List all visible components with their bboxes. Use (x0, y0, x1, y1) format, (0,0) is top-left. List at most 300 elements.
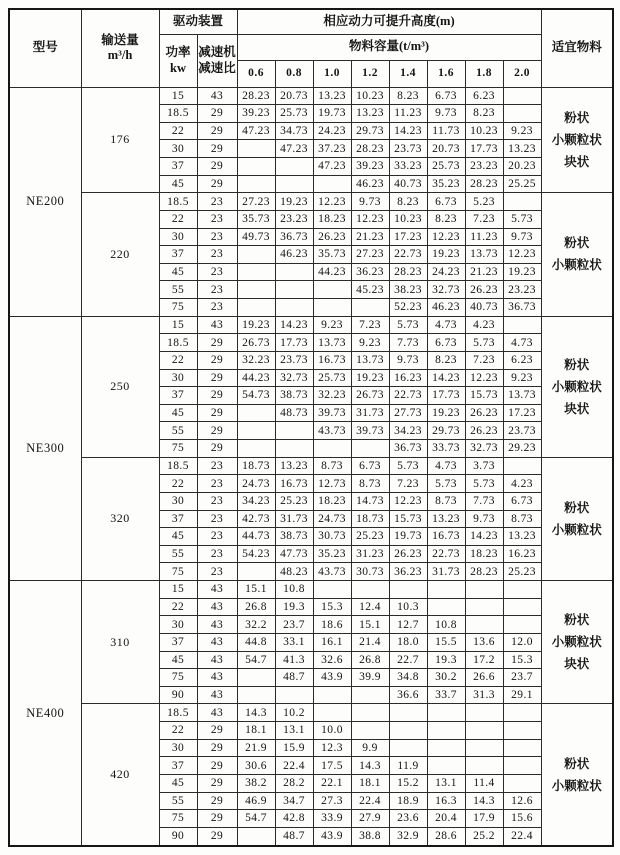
power-cell: 45 (159, 651, 197, 669)
height-cell: 35.23 (427, 175, 465, 193)
height-cell: 15.3 (503, 651, 541, 669)
ratio-cell: 29 (197, 810, 237, 828)
height-cell: 16.3 (427, 792, 465, 810)
ratio-cell: 29 (197, 440, 237, 458)
height-cell: 23.23 (503, 281, 541, 299)
header-power-line1: 功率 (165, 44, 191, 59)
height-cell: 17.5 (313, 757, 351, 775)
height-cell: 4.23 (503, 475, 541, 493)
header-density-2: 1.0 (313, 60, 351, 87)
height-cell (237, 563, 275, 581)
height-cell: 22.1 (313, 774, 351, 792)
height-cell (351, 581, 389, 599)
power-cell: 18.5 (159, 193, 197, 211)
height-cell: 37.23 (313, 140, 351, 158)
height-cell: 33.73 (427, 440, 465, 458)
height-cell: 12.0 (503, 633, 541, 651)
table-row (9, 457, 613, 475)
height-cell: 9.23 (351, 334, 389, 352)
height-cell (503, 774, 541, 792)
height-cell: 18.6 (313, 616, 351, 634)
height-cell: 52.23 (389, 299, 427, 317)
height-cell: 36.23 (389, 563, 427, 581)
height-cell: 7.73 (389, 334, 427, 352)
height-cell: 13.73 (503, 387, 541, 405)
height-cell (427, 704, 465, 722)
height-cell: 44.23 (237, 369, 275, 387)
height-cell (237, 669, 275, 687)
height-cell: 36.73 (275, 228, 313, 246)
header-drive: 驱动装置 (159, 9, 237, 34)
header-capacity-line1: 输送量 (101, 32, 139, 47)
height-cell: 25.73 (275, 105, 313, 123)
ratio-cell: 23 (197, 475, 237, 493)
height-cell: 14.73 (351, 492, 389, 510)
table-row (9, 581, 613, 599)
height-cell: 35.73 (237, 210, 275, 228)
height-cell: 32.73 (275, 369, 313, 387)
height-cell: 23.6 (389, 810, 427, 828)
height-cell: 6.73 (427, 87, 465, 105)
height-cell: 21.23 (351, 228, 389, 246)
height-cell (503, 757, 541, 775)
height-cell: 33.23 (389, 158, 427, 176)
height-cell: 34.23 (389, 422, 427, 440)
materials-line: 小颗粒状 (551, 258, 602, 273)
power-cell: 22 (159, 122, 197, 140)
materials-line: 块状 (564, 401, 590, 416)
height-cell: 5.73 (389, 316, 427, 334)
power-cell: 15 (159, 316, 197, 334)
ratio-cell: 43 (197, 669, 237, 687)
height-cell: 19.23 (275, 193, 313, 211)
height-cell: 8.73 (351, 475, 389, 493)
height-cell (503, 457, 541, 475)
header-ratio-line2: 减速比 (198, 60, 236, 75)
capacity-cell: 176 (81, 87, 159, 193)
height-cell: 4.73 (503, 334, 541, 352)
power-cell: 45 (159, 528, 197, 546)
ratio-cell: 23 (197, 210, 237, 228)
header-density-1: 0.8 (275, 60, 313, 87)
height-cell: 34.23 (237, 492, 275, 510)
height-cell: 17.23 (503, 404, 541, 422)
height-cell: 7.23 (351, 316, 389, 334)
height-cell: 41.3 (275, 651, 313, 669)
height-cell: 15.3 (313, 598, 351, 616)
height-cell: 26.8 (237, 598, 275, 616)
height-cell: 19.23 (427, 404, 465, 422)
height-cell (237, 422, 275, 440)
height-cell: 34.8 (389, 669, 427, 687)
table-row (9, 87, 613, 105)
power-cell: 45 (159, 175, 197, 193)
height-cell (427, 757, 465, 775)
height-cell: 27.9 (351, 810, 389, 828)
height-cell: 26.73 (237, 334, 275, 352)
power-cell: 75 (159, 440, 197, 458)
height-cell: 48.7 (275, 669, 313, 687)
power-cell: 45 (159, 774, 197, 792)
height-cell: 7.23 (465, 351, 503, 369)
height-cell: 3.73 (465, 457, 503, 475)
height-cell: 47.23 (237, 122, 275, 140)
height-cell (275, 175, 313, 193)
power-cell: 15 (159, 581, 197, 599)
height-cell: 48.23 (275, 563, 313, 581)
capacity-cell: 220 (81, 193, 159, 316)
height-cell: 6.73 (427, 193, 465, 211)
height-cell: 27.73 (389, 404, 427, 422)
height-cell: 8.73 (313, 457, 351, 475)
height-cell: 39.73 (351, 422, 389, 440)
height-cell (237, 440, 275, 458)
height-cell: 13.23 (313, 87, 351, 105)
height-cell: 36.73 (503, 299, 541, 317)
height-cell (237, 404, 275, 422)
height-cell: 40.73 (465, 299, 503, 317)
ratio-cell: 29 (197, 122, 237, 140)
height-cell (427, 739, 465, 757)
height-cell: 19.3 (275, 598, 313, 616)
height-cell: 10.23 (351, 87, 389, 105)
height-cell (275, 686, 313, 704)
height-cell (465, 616, 503, 634)
power-cell: 18.5 (159, 457, 197, 475)
height-cell (503, 739, 541, 757)
height-cell: 31.23 (351, 545, 389, 563)
height-cell: 12.23 (389, 492, 427, 510)
height-cell: 28.23 (465, 175, 503, 193)
height-cell: 13.23 (503, 528, 541, 546)
height-cell (465, 757, 503, 775)
height-cell: 26.23 (389, 545, 427, 563)
ratio-cell: 29 (197, 757, 237, 775)
height-cell: 28.2 (275, 774, 313, 792)
height-cell: 6.73 (503, 492, 541, 510)
power-cell: 18.5 (159, 334, 197, 352)
height-cell: 38.73 (275, 387, 313, 405)
height-cell: 4.73 (427, 316, 465, 334)
height-cell: 11.23 (465, 228, 503, 246)
materials-line: 小颗粒状 (551, 635, 602, 650)
height-cell: 26.23 (465, 422, 503, 440)
height-cell: 20.4 (427, 810, 465, 828)
height-cell: 27.23 (351, 246, 389, 264)
header-density-3: 1.2 (351, 60, 389, 87)
materials-cell (541, 581, 613, 704)
table-row (9, 704, 613, 722)
height-cell: 15.1 (237, 581, 275, 599)
height-cell: 42.73 (237, 510, 275, 528)
ratio-cell: 23 (197, 246, 237, 264)
spec-table (8, 8, 614, 847)
height-cell: 18.9 (389, 792, 427, 810)
power-cell: 22 (159, 351, 197, 369)
height-cell: 4.23 (465, 316, 503, 334)
height-cell: 7.23 (389, 475, 427, 493)
height-cell: 39.73 (313, 404, 351, 422)
power-cell: 15 (159, 87, 197, 105)
header-capacity (81, 9, 159, 87)
ratio-cell: 43 (197, 316, 237, 334)
height-cell: 18.1 (237, 722, 275, 740)
ratio-cell: 23 (197, 563, 237, 581)
power-cell: 90 (159, 686, 197, 704)
height-cell (237, 140, 275, 158)
height-cell: 54.23 (237, 545, 275, 563)
height-cell: 42.8 (275, 810, 313, 828)
header-power-line2: kw (170, 60, 186, 75)
height-cell: 15.73 (389, 510, 427, 528)
materials-line: 块状 (564, 657, 590, 672)
height-cell: 26.8 (351, 651, 389, 669)
height-cell: 32.9 (389, 827, 427, 846)
height-cell (275, 158, 313, 176)
height-cell: 24.23 (427, 263, 465, 281)
power-cell: 37 (159, 387, 197, 405)
header-ratio-line1: 减速机 (198, 44, 236, 59)
height-cell (313, 581, 351, 599)
height-cell: 13.6 (465, 633, 503, 651)
height-cell: 8.23 (389, 193, 427, 211)
ratio-cell: 29 (197, 369, 237, 387)
power-cell: 30 (159, 492, 197, 510)
height-cell (351, 704, 389, 722)
height-cell: 22.73 (389, 246, 427, 264)
height-cell: 46.23 (427, 299, 465, 317)
power-cell: 55 (159, 281, 197, 299)
power-cell: 55 (159, 422, 197, 440)
height-cell: 14.23 (427, 369, 465, 387)
height-cell: 54.73 (237, 387, 275, 405)
height-cell (313, 299, 351, 317)
height-cell: 8.23 (389, 87, 427, 105)
height-cell (389, 704, 427, 722)
height-cell: 18.0 (389, 633, 427, 651)
ratio-cell: 29 (197, 175, 237, 193)
header-capacity-line2: m³/h (107, 48, 133, 63)
height-cell: 16.73 (427, 528, 465, 546)
height-cell: 12.3 (313, 739, 351, 757)
height-cell: 12.23 (465, 369, 503, 387)
height-cell: 43.9 (313, 827, 351, 846)
height-cell: 15.6 (503, 810, 541, 828)
height-cell: 32.6 (313, 651, 351, 669)
height-cell: 43.73 (313, 563, 351, 581)
height-cell: 25.73 (313, 369, 351, 387)
ratio-cell: 23 (197, 492, 237, 510)
height-cell: 24.23 (313, 122, 351, 140)
height-cell (389, 739, 427, 757)
power-cell: 55 (159, 545, 197, 563)
materials-line: 块状 (564, 154, 590, 169)
height-cell: 39.23 (237, 105, 275, 123)
height-cell: 39.9 (351, 669, 389, 687)
height-cell: 36.6 (389, 686, 427, 704)
height-cell (465, 581, 503, 599)
height-cell: 36.23 (351, 263, 389, 281)
materials-line: 小颗粒状 (551, 132, 602, 147)
height-cell: 12.6 (503, 792, 541, 810)
height-cell (237, 281, 275, 299)
table-header (9, 9, 613, 87)
height-cell: 9.23 (503, 122, 541, 140)
height-cell (503, 598, 541, 616)
materials-line: 粉状 (564, 110, 590, 125)
height-cell: 29.73 (351, 122, 389, 140)
height-cell: 32.73 (427, 281, 465, 299)
height-cell: 11.23 (389, 105, 427, 123)
height-cell: 7.73 (465, 492, 503, 510)
height-cell: 10.23 (465, 122, 503, 140)
ratio-cell: 29 (197, 404, 237, 422)
height-cell: 48.7 (275, 827, 313, 846)
materials-cell (541, 457, 613, 580)
height-cell: 32.73 (465, 440, 503, 458)
height-cell: 26.23 (313, 228, 351, 246)
height-cell: 12.23 (503, 246, 541, 264)
height-cell: 13.23 (503, 140, 541, 158)
height-cell (465, 704, 503, 722)
height-cell (503, 87, 541, 105)
height-cell: 7.23 (465, 210, 503, 228)
height-cell: 28.6 (427, 827, 465, 846)
height-cell (313, 281, 351, 299)
ratio-cell: 23 (197, 510, 237, 528)
height-cell: 19.3 (427, 651, 465, 669)
power-cell: 18.5 (159, 105, 197, 123)
ratio-cell: 23 (197, 263, 237, 281)
height-cell: 22.4 (275, 757, 313, 775)
height-cell (237, 827, 275, 846)
height-cell: 31.3 (465, 686, 503, 704)
height-cell: 9.73 (389, 351, 427, 369)
height-cell (313, 175, 351, 193)
height-cell: 33.1 (275, 633, 313, 651)
height-cell: 8.23 (465, 105, 503, 123)
height-cell: 49.73 (237, 228, 275, 246)
ratio-cell: 29 (197, 334, 237, 352)
height-cell: 39.23 (351, 158, 389, 176)
height-cell: 14.23 (389, 122, 427, 140)
model-cell: NE200 (9, 87, 81, 316)
height-cell (351, 440, 389, 458)
height-cell: 47.73 (275, 545, 313, 563)
ratio-cell: 23 (197, 528, 237, 546)
height-cell: 5.73 (465, 475, 503, 493)
height-cell (275, 440, 313, 458)
height-cell: 16.1 (313, 633, 351, 651)
height-cell (275, 281, 313, 299)
height-cell: 14.23 (275, 316, 313, 334)
materials-line: 小颗粒状 (551, 778, 602, 793)
ratio-cell: 43 (197, 581, 237, 599)
height-cell (503, 581, 541, 599)
height-cell: 38.2 (237, 774, 275, 792)
height-cell (503, 316, 541, 334)
height-cell: 14.3 (465, 792, 503, 810)
table-row (9, 316, 613, 334)
height-cell: 46.9 (237, 792, 275, 810)
height-cell: 35.73 (313, 246, 351, 264)
height-cell: 9.73 (503, 228, 541, 246)
height-cell: 23.23 (465, 158, 503, 176)
height-cell: 10.8 (427, 616, 465, 634)
height-cell: 12.7 (389, 616, 427, 634)
height-cell (427, 598, 465, 616)
materials-line: 粉状 (564, 500, 590, 515)
height-cell (503, 105, 541, 123)
header-row-1 (9, 9, 613, 34)
height-cell: 20.73 (275, 87, 313, 105)
header-density-7: 2.0 (503, 60, 541, 87)
height-cell: 11.4 (465, 774, 503, 792)
ratio-cell: 23 (197, 299, 237, 317)
height-cell: 12.23 (351, 210, 389, 228)
height-cell (465, 739, 503, 757)
height-cell: 31.73 (275, 510, 313, 528)
height-cell: 22.73 (427, 545, 465, 563)
height-cell: 47.23 (275, 140, 313, 158)
height-cell: 19.73 (389, 528, 427, 546)
height-cell: 8.73 (503, 510, 541, 528)
height-cell: 17.73 (427, 387, 465, 405)
height-cell (427, 722, 465, 740)
height-cell: 38.73 (275, 528, 313, 546)
materials-line: 小颗粒状 (551, 379, 602, 394)
table-row (9, 193, 613, 211)
ratio-cell: 43 (197, 598, 237, 616)
height-cell: 25.23 (351, 528, 389, 546)
height-cell: 13.73 (351, 351, 389, 369)
height-cell: 16.73 (313, 351, 351, 369)
height-cell: 12.4 (351, 598, 389, 616)
ratio-cell: 23 (197, 228, 237, 246)
height-cell: 10.23 (389, 210, 427, 228)
header-model: 型号 (9, 9, 81, 87)
power-cell: 30 (159, 739, 197, 757)
ratio-cell: 23 (197, 281, 237, 299)
height-cell: 26.23 (465, 404, 503, 422)
power-cell: 55 (159, 792, 197, 810)
header-power (159, 34, 197, 87)
height-cell: 36.73 (389, 440, 427, 458)
height-cell: 45.23 (351, 281, 389, 299)
height-cell: 15.1 (351, 616, 389, 634)
height-cell: 26.23 (465, 281, 503, 299)
height-cell: 26.6 (465, 669, 503, 687)
power-cell: 75 (159, 563, 197, 581)
height-cell: 14.3 (237, 704, 275, 722)
height-cell: 17.9 (465, 810, 503, 828)
ratio-cell: 43 (197, 87, 237, 105)
height-cell: 4.73 (427, 457, 465, 475)
header-density-title: 物料容量(t/m³) (237, 34, 541, 60)
height-cell: 15.73 (465, 387, 503, 405)
height-cell: 9.9 (351, 739, 389, 757)
height-cell: 18.23 (465, 545, 503, 563)
ratio-cell: 29 (197, 827, 237, 846)
height-cell (313, 440, 351, 458)
height-cell: 13.23 (351, 105, 389, 123)
power-cell: 30 (159, 616, 197, 634)
height-cell: 28.23 (465, 563, 503, 581)
height-cell (503, 616, 541, 634)
height-cell: 44.73 (237, 528, 275, 546)
height-cell: 16.23 (503, 545, 541, 563)
ratio-cell: 29 (197, 158, 237, 176)
